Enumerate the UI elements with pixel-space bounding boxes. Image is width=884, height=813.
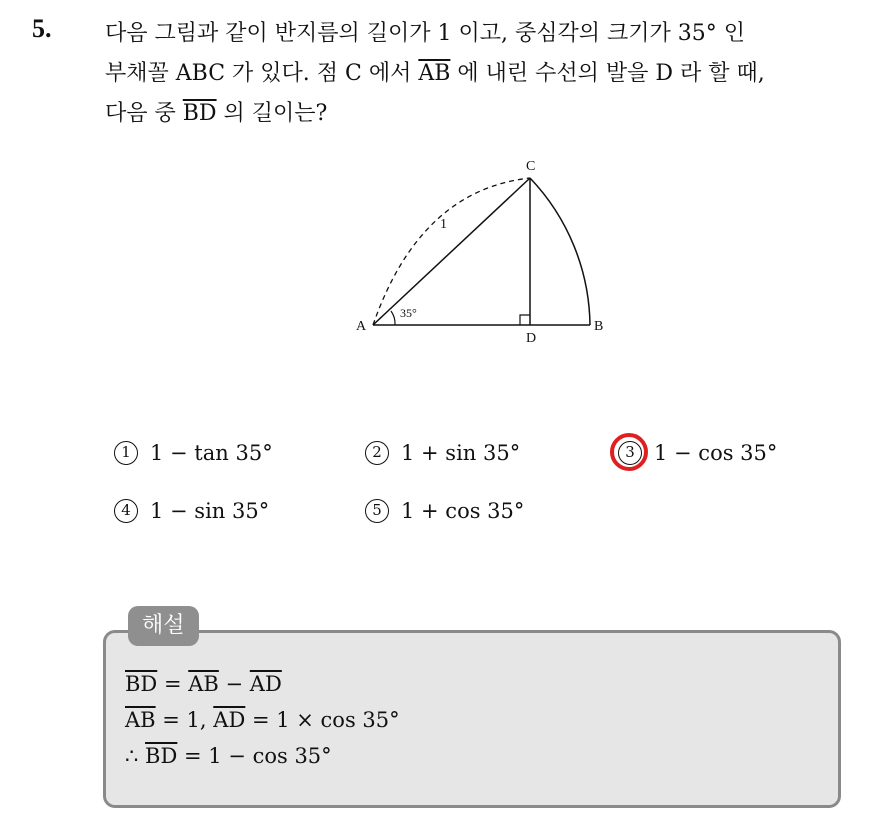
solution-line-2 bbox=[125, 702, 400, 738]
question-line-1: 다음 그림과 같이 반지름의 길이가 1 이고, 중심각의 크기가 35° 인 bbox=[105, 21, 745, 46]
choice-5-text: 1 + cos 35° bbox=[401, 499, 525, 523]
solution-line-1 bbox=[125, 666, 400, 702]
choice-5-number: 5 bbox=[365, 499, 389, 523]
sol-ab: $\overline{AB}$ bbox=[188, 672, 219, 696]
angle-label: 35° bbox=[400, 306, 417, 320]
choice-2-number: 2 bbox=[365, 441, 389, 465]
question-number: 5. bbox=[32, 14, 52, 43]
choice-3[interactable] bbox=[618, 441, 777, 465]
sol-bd-3: $\overline{BD}$ bbox=[145, 744, 178, 768]
solution-tag: 해설 bbox=[128, 606, 199, 646]
question-line-3 bbox=[105, 94, 865, 134]
sol-therefore: ∴ bbox=[125, 744, 146, 768]
question-line-3-text-b: 의 길이는? bbox=[216, 101, 328, 126]
selected-answer-mark-icon bbox=[610, 433, 648, 471]
question-line-2 bbox=[105, 54, 865, 94]
choice-1-text: 1 − tan 35° bbox=[150, 441, 273, 465]
label-c: C bbox=[526, 159, 536, 174]
sol-ad-2: $\overline{AD}$ bbox=[213, 708, 246, 732]
choice-4[interactable] bbox=[114, 499, 269, 523]
choice-1[interactable] bbox=[114, 441, 273, 465]
sol-result: = 1 − cos 35° bbox=[177, 744, 332, 768]
question-stem bbox=[105, 14, 865, 134]
segment-ac bbox=[373, 178, 530, 325]
label-a: A bbox=[356, 319, 367, 334]
choice-4-text: 1 − sin 35° bbox=[150, 499, 270, 523]
segment-ab: $\overline{AB}$ bbox=[418, 61, 451, 86]
choice-2-text: 1 + sin 35° bbox=[401, 441, 521, 465]
solution-text bbox=[125, 666, 400, 774]
sector-diagram bbox=[340, 150, 620, 360]
label-d: D bbox=[526, 331, 537, 346]
sol-ad: $\overline{AD}$ bbox=[249, 672, 282, 696]
question-line-2-text-b: 에 내린 수선의 발을 D 라 할 때, bbox=[450, 61, 765, 86]
choice-5[interactable] bbox=[365, 499, 524, 523]
sol-minus: − bbox=[218, 672, 250, 696]
choice-4-number: 4 bbox=[114, 499, 138, 523]
label-b: B bbox=[594, 319, 604, 334]
sector-figure bbox=[340, 150, 620, 360]
angle-arc bbox=[391, 311, 395, 325]
sol-bd: $\overline{BD}$ bbox=[125, 672, 158, 696]
sol-eq-2: = 1, bbox=[155, 708, 214, 732]
sol-ab-2: $\overline{AB}$ bbox=[125, 708, 156, 732]
choice-3-text: 1 − cos 35° bbox=[654, 441, 778, 465]
sol-eq-3: = 1 × cos 35° bbox=[245, 708, 400, 732]
arc-cb bbox=[530, 178, 590, 325]
solution-line-3 bbox=[125, 738, 400, 774]
choice-2[interactable] bbox=[365, 441, 520, 465]
choice-3-number bbox=[618, 441, 642, 465]
sol-eq: = bbox=[157, 672, 189, 696]
question-line-2-text-a: 부채꼴 ABC 가 있다. 점 C 에서 bbox=[105, 61, 419, 86]
choice-1-number: 1 bbox=[114, 441, 138, 465]
right-angle-mark bbox=[520, 315, 530, 325]
question-line-3-text-a: 다음 중 bbox=[105, 101, 183, 126]
radius-label: 1 bbox=[440, 217, 447, 232]
segment-bd: $\overline{BD}$ bbox=[182, 101, 217, 126]
choice-3-number-text: 3 bbox=[625, 443, 635, 461]
